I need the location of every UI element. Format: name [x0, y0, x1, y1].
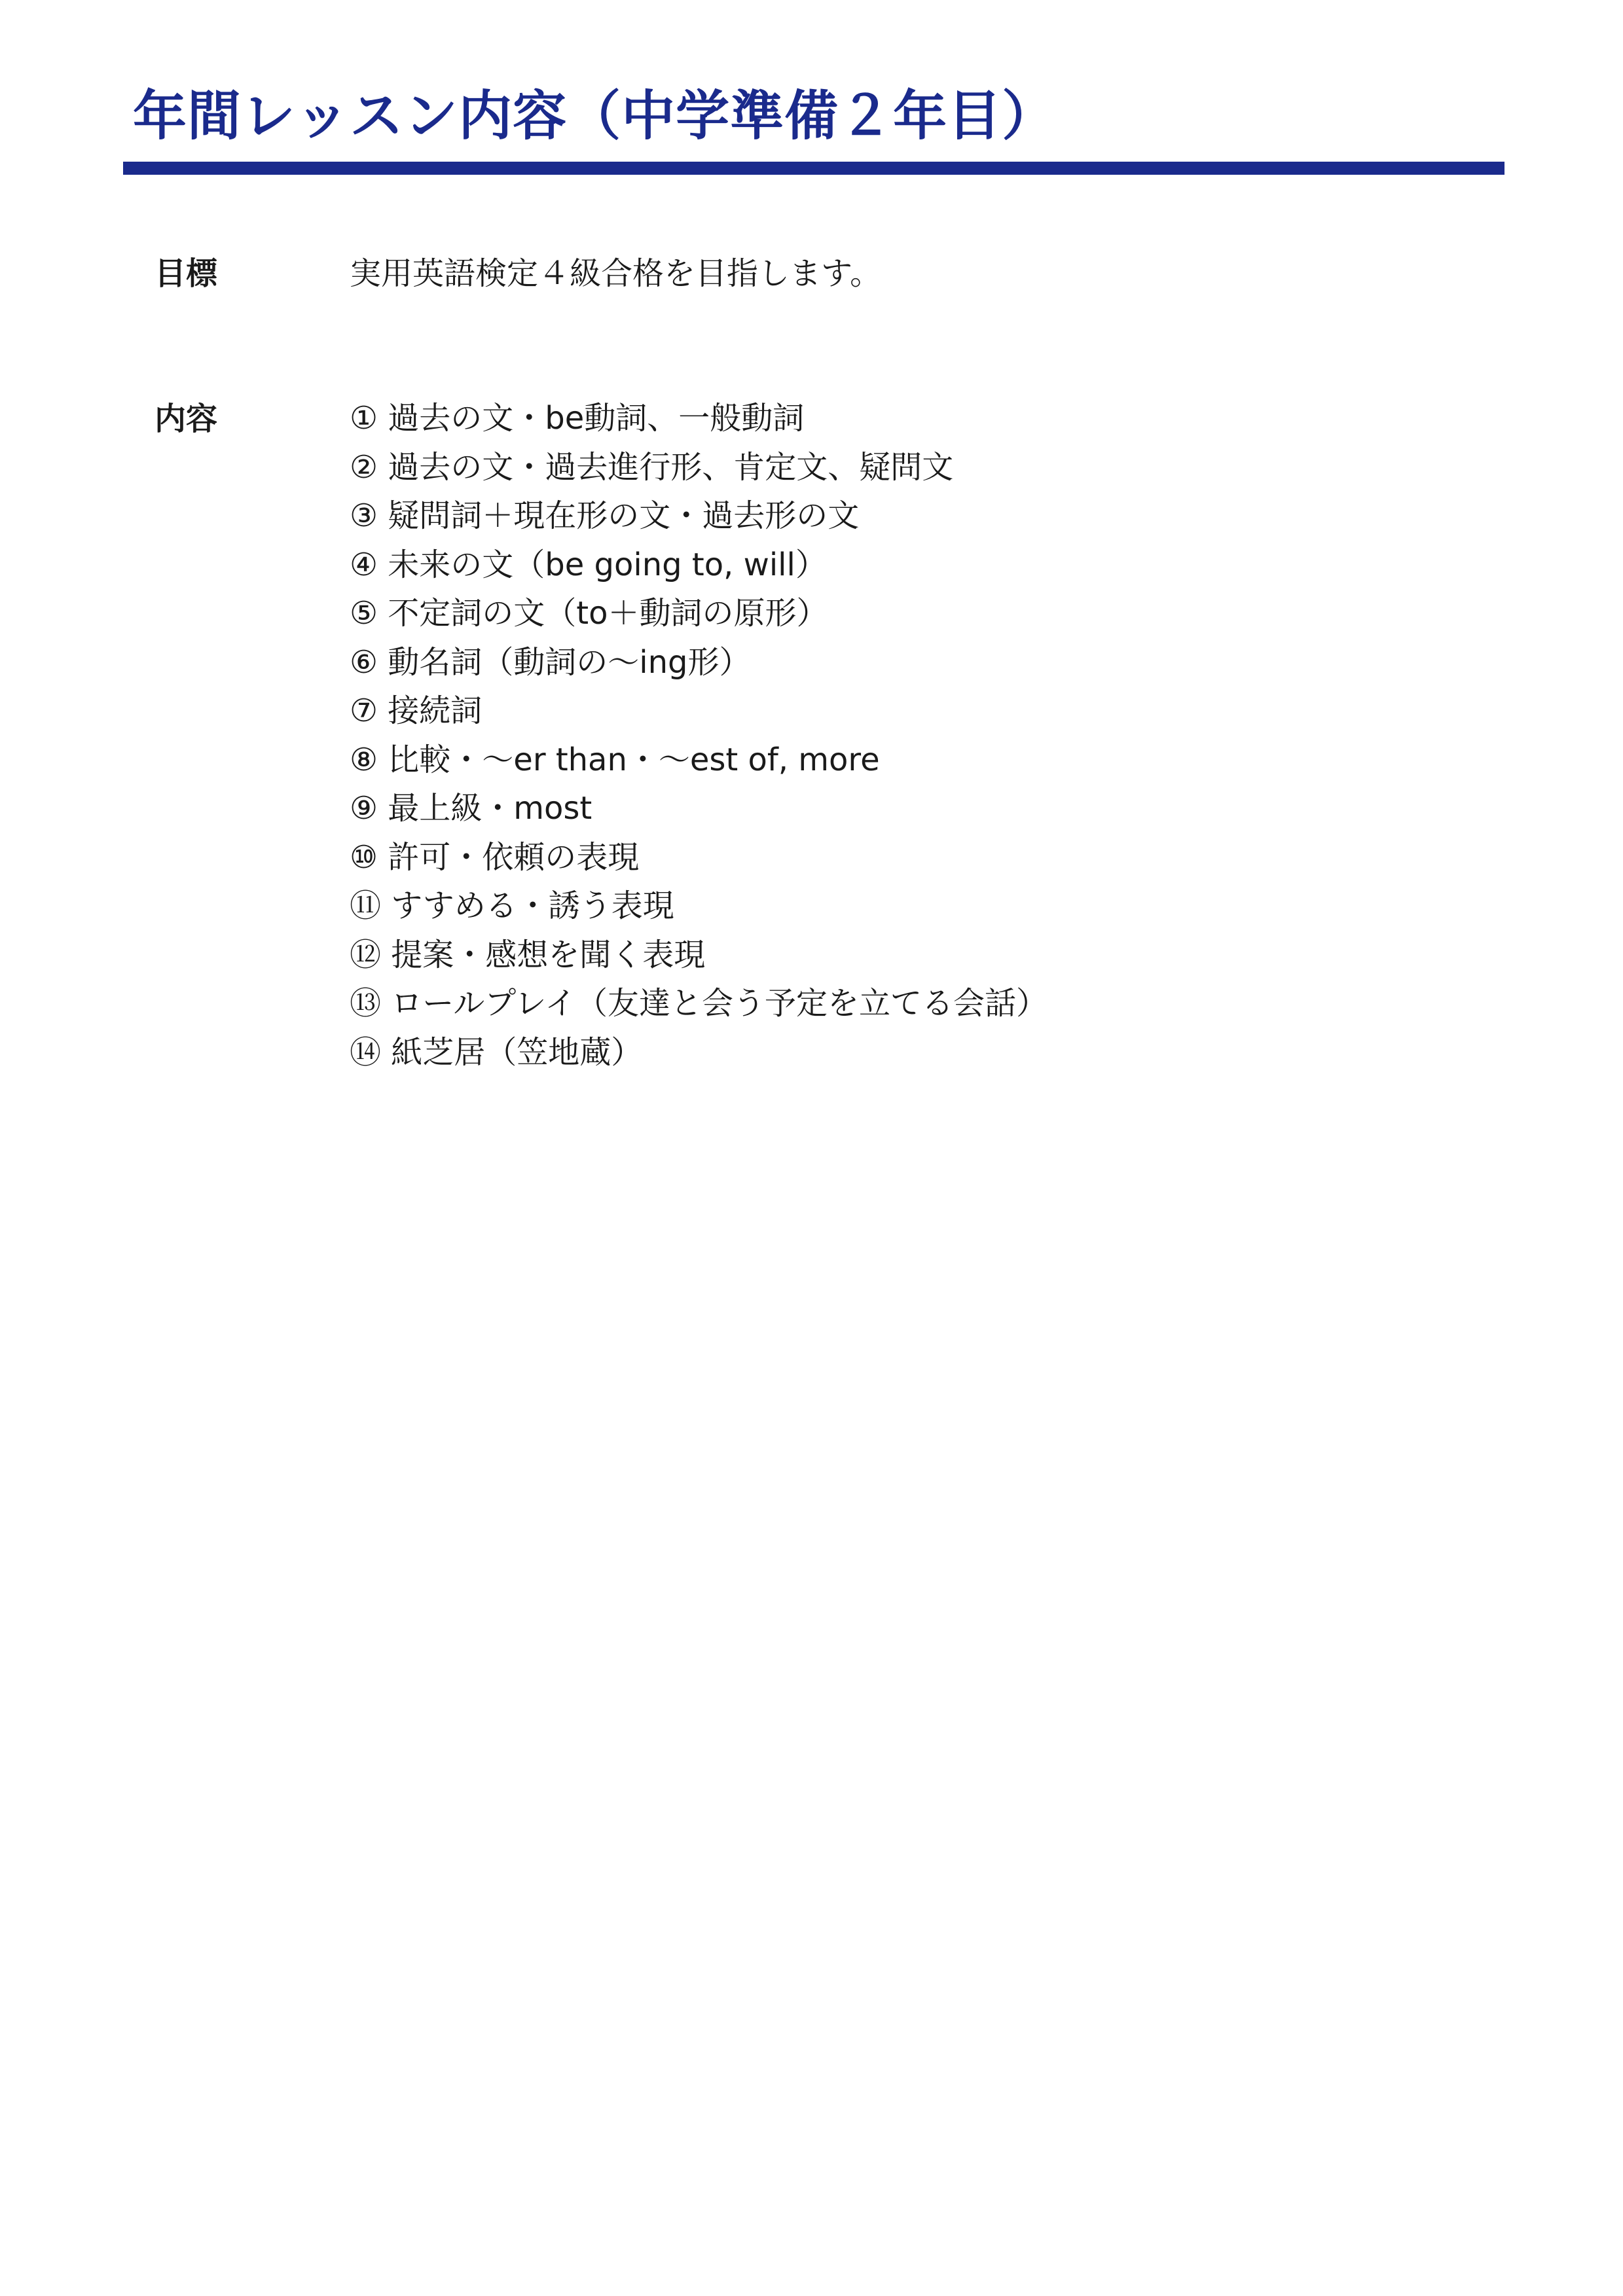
- lesson-item: ④ 未来の文（be going to, will）: [350, 546, 827, 583]
- lesson-item: ⑩ 許可・依頼の表現: [350, 838, 640, 876]
- lesson-list: [350, 394, 1048, 1077]
- lesson-item: ② 過去の文・過去進行形、肯定文、疑問文: [350, 448, 954, 486]
- lesson-item: ⑦ 接続詞: [350, 692, 483, 729]
- lesson-item: ⑭ 紙芝居（笠地蔵）: [350, 1033, 643, 1071]
- goal-label: 目標: [155, 255, 218, 292]
- contents-label: 内容: [155, 401, 218, 437]
- lesson-item: ⑬ ロールプレイ（友達と会う予定を立てる会話）: [350, 985, 1048, 1022]
- lesson-item: ⑫ 提案・感想を聞く表現: [350, 936, 706, 973]
- lesson-item: ⑥ 動名詞（動詞の〜ing形）: [350, 643, 751, 681]
- lesson-item: ⑪ すすめる・誘う表現: [350, 888, 674, 924]
- lesson-item: ① 過去の文・be動詞、一般動詞: [350, 400, 805, 437]
- lesson-item: ③ 疑問詞＋現在形の文・過去形の文: [350, 497, 860, 534]
- title-divider: [123, 162, 1504, 175]
- lesson-item: ⑤ 不定詞の文（to＋動詞の原形）: [350, 595, 828, 632]
- lesson-item: ⑨ 最上級・most: [350, 790, 593, 827]
- page-title: 年間レッスン内容（中学準備２年目）: [133, 85, 1057, 147]
- lesson-item: ⑧ 比較・〜er than・〜est of, more: [350, 741, 880, 778]
- goal-text: 実用英語検定４級合格を目指します。: [350, 255, 882, 292]
